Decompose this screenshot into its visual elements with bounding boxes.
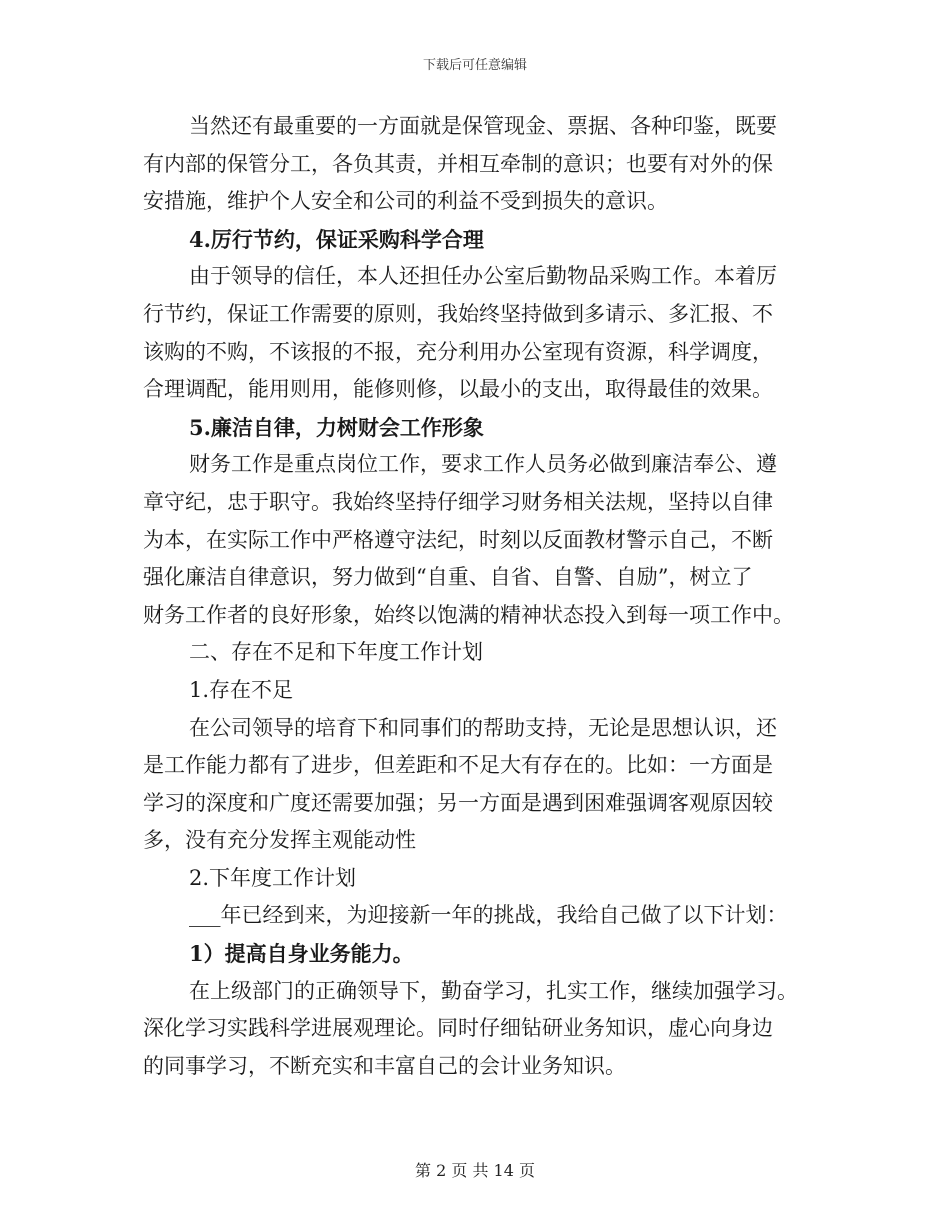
text-line: 财务工作者的良好形象，始终以饱满的精神状态投入到每一项工作中。 [143, 602, 794, 627]
text-line: ___年已经到来，为迎接新一年的挑战，我给自己做了以下计划： [189, 903, 788, 928]
document-body [143, 108, 823, 1085]
section-heading: 4.厉行节约，保证采购科学合理 [189, 226, 484, 252]
text-line: 是工作能力都有了进步，但差距和不足大有存在的。比如：一方面是 [143, 753, 773, 778]
text-line: 的同事学习，不断充实和丰富自己的会计业务知识。 [143, 1053, 626, 1078]
text-line: 1.存在不足 [189, 677, 294, 702]
page-number: 第 2 页 共 14 页 [415, 1161, 535, 1180]
text-line: 合理调配，能用则用，能修则修，以最小的支出，取得最佳的效果。 [143, 377, 773, 402]
page-header: 下载后可任意编辑 [422, 58, 527, 73]
section-heading: 5.廉洁自律，力树财会工作形象 [189, 414, 484, 440]
text-line: 财务工作是重点岗位工作，要求工作人员务必做到廉洁奉公、遵 [189, 452, 777, 477]
text-line: 学习的深度和广度还需要加强；另一方面是遇到困难强调客观原因较 [143, 790, 773, 815]
text-line: 该购的不购，不该报的不报，充分利用办公室现有资源，科学调度， [143, 339, 773, 364]
text-line: 在上级部门的正确领导下，勤奋学习，扎实工作，继续加强学习。 [189, 978, 798, 1003]
text-line: 在公司领导的培育下和同事们的帮助支持，无论是思想认识，还 [189, 715, 777, 740]
text-line: 安措施，维护个人安全和公司的利益不受到损失的意识。 [143, 189, 668, 214]
text-line: 行节约，保证工作需要的原则，我始终坚持做到多请示、多汇报、不 [143, 301, 773, 326]
text-line: 有内部的保管分工，各负其责，并相互牵制的意识；也要有对外的保 [143, 151, 773, 176]
section-heading: 1）提高自身业务能力。 [189, 941, 414, 967]
text-line: 由于领导的信任，本人还担任办公室后勤物品采购工作。本着厉 [189, 264, 777, 289]
text-line: 2.下年度工作计划 [189, 865, 357, 890]
text-line: 为本，在实际工作中严格遵守法纪，时刻以反面教材警示自己，不断 [143, 527, 773, 552]
text-line: 二、存在不足和下年度工作计划 [189, 640, 483, 665]
text-line: 章守纪，忠于职守。我始终坚持仔细学习财务相关法规，坚持以自律 [143, 489, 773, 514]
text-line: 强化廉洁自律意识，努力做到“自重、自省、自警、自励”，树立了 [143, 565, 753, 590]
text-line: 当然还有最重要的一方面就是保管现金、票据、各种印鉴，既要 [189, 114, 777, 138]
text-line: 深化学习实践科学进展观理论。同时仔细钻研业务知识，虚心向身边 [143, 1016, 773, 1041]
text-line: 多，没有充分发挥主观能动性 [143, 828, 416, 853]
